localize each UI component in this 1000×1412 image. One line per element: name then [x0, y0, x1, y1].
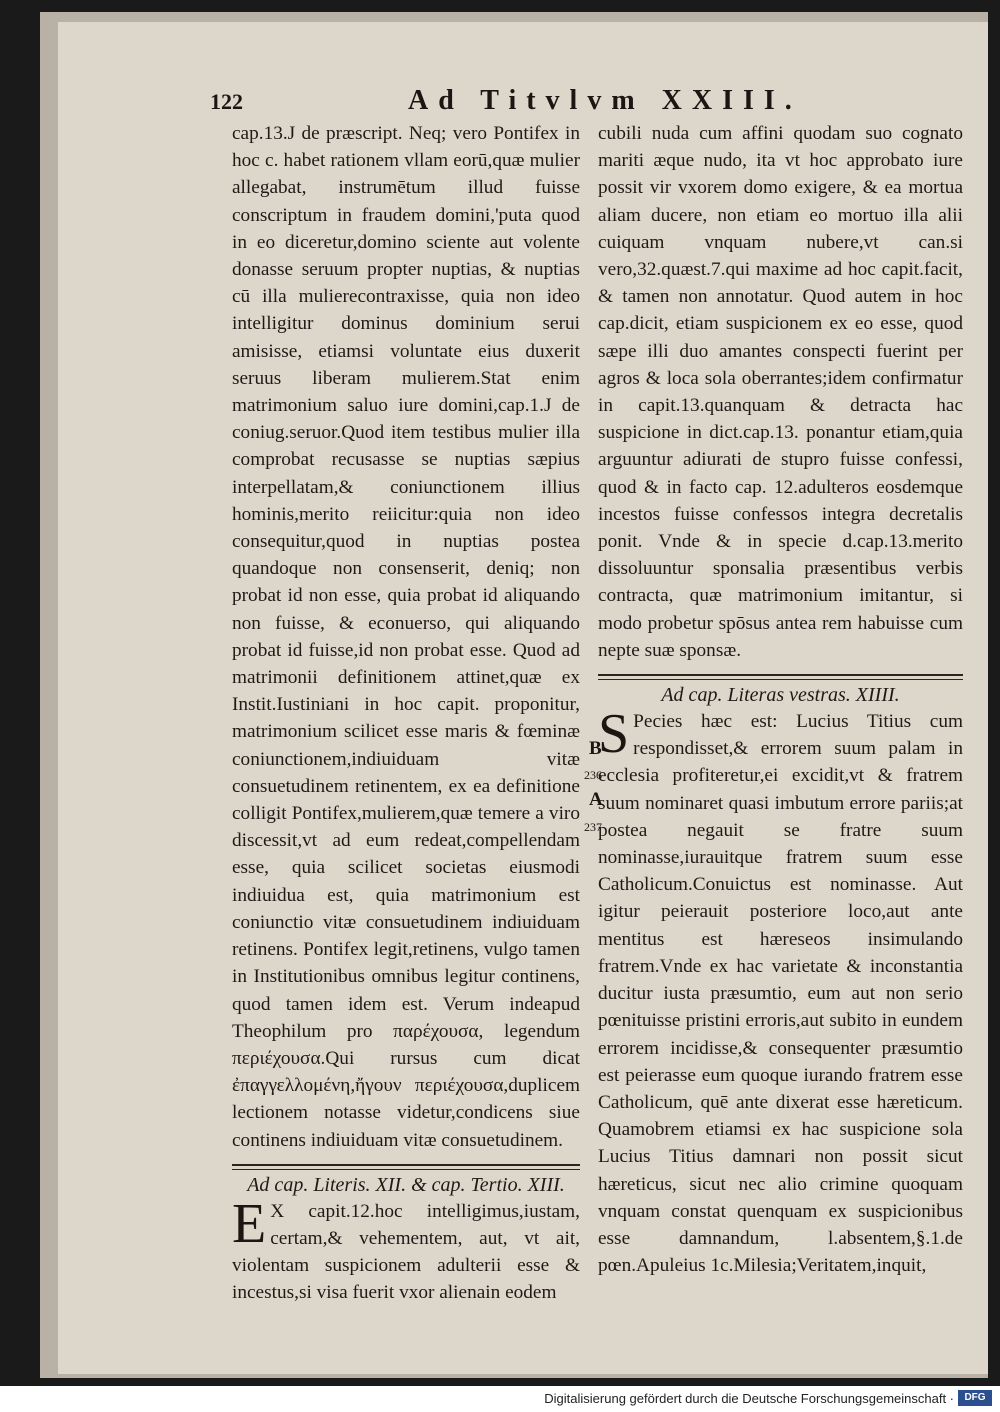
running-head: Ad Titvlvm XXIII. [408, 85, 802, 116]
margin-number-236: 236 [584, 768, 602, 782]
footer-bar [0, 1386, 1000, 1412]
page-header [0, 85, 1000, 119]
right-paragraph-2-text: Pecies hæc est: Lucius Titius cum respondisset,& errorem suum palam in ecclesia profiteretur,ei excidit,vt & fratrem suum nominaret quasi imbutum errore pariis;at postea negauit se fratre suum nominasse,iurauitque fratrem suum esse Catholicum.Conuictus est nominasse. Aut igitur peierauit posteriore loco,aut ante mentitus est hæreseos insimulando fratrem.Vnde ex hac varietate & inconstantia ducitur iusta præsumtio, eum aut non serio pœnituisse pristini erroris,aut subito in eundem errorem incidisse,& consequenter præsumtio est peierasse eum quoque iurando fratrem esse Catholicum, quē ante dixerat esse hæreticum. Quamobrem etiamsi ex hac suspicione sola Lucius Titius damnari non possit sicut hæreticus, sicut nec alio crimine quoquam vnquam constat quenquam ex suspicionibus esse damnandum, l.absentem,§.1.de pœn.Apuleius 1c.Milesia;Veritatem,inquit, [598, 711, 963, 1277]
drop-cap: E [232, 1192, 267, 1255]
funding-credit: Digitalisierung gefördert durch die Deutsche Forschungsgemeinschaft · [544, 1391, 954, 1406]
right-paragraph-2 [598, 703, 963, 1279]
left-paragraph-2 [232, 1192, 580, 1307]
left-paragraph-2-text: X capit.12.hoc intelligimus,iustam, certam,& vehementem, aut, vt ait, violentam suspicionem adulterii esse & incestus,si visa fuerit vxor alienain eodem [232, 1200, 580, 1304]
right-paragraph-1: cubili nuda cum affini quodam suo cognato mariti æque nudo, ita vt hoc approbato iure possit vir vxorem domo exigere, & ea mortua aliam ducere, non etiam eo mortuo illa alii cuiquam vnquam nubere,vt can.si vero,32.quæst.7.qui maxime ad hoc capit.facit, & tamen non annotatur. Quod autem in hoc cap.dicit, etiam suspicionem ex eo esse, quod sæpe illi duo amantes conspecti fuerint per agros & loca sola oberrantes;idem confirmatur in capit.13.quanquam & detracta hac suspicione in dict.cap.13. ponantur etiam,quia arguuntur adiurati de stupro fuisse confessi, quod & in facto cap. 12.adulteros eosdemque incestos fuisse confessos integra decretalis ponit. Vnde & in specie d.cap.13.merito dissoluuntur sponsalia præsentibus verbis contracta, quæ matrimonium imitantur, si modo probetur spōsus antea rem habuisse cum nepte suæ sponsæ. [598, 123, 963, 661]
section-rule [598, 674, 963, 676]
margin-number-237: 237 [584, 820, 602, 834]
right-column [598, 120, 963, 1279]
section-heading-right: Ad cap. Literas vestras. XIIII. [661, 684, 900, 707]
margin-letter-b: B [589, 738, 602, 759]
drop-cap: S [598, 703, 630, 766]
left-paragraph-1: cap.13.J de præscript. Neq; vero Pontifex in hoc c. habet rationem vllam eorū,quæ mulier allegabat, instrumētum illud fuisse conscriptum in fraudem domini,'puta quod in eo diceretur,domino sciente aut volente donasse seruum propter nuptias, & nuptias cū illa mulierecontraxisse, quia non ideo intelligitur dominus dominium serui amisisse, etiamsi voluntate eius duxerit seruus liberam mulierem.Stat enim matrimonium saluo iure domini,cap.1.J de coniug.seruor.Quod item testibus mulier illa comprobat recusasse se nuptias sæpius interpellatam,& coniunctionem illius hominis,merito reiicitur:quia non ideo consequitur,quod in nuptias postea quandoque non consenserit, deniq; non probat id non esse, quia probat id aliquando non fuisse, & econuerso, qui aliquando probat id fuisse,id non probat esse. Quod ad matrimonii definitionem attinet,quæ ex Instit.Iustiniani in hoc capit. proponitur, matrimonium scilicet esse maris & fœminæ coniunctionem,indiuiduam vitæ consuetudinem retinentem, ex ea definitione colligit Pontifex,mulierem,quæ temere a viro discessit,vt ad eum redeat,compellendam esse, quia scilicet societas eiusmodi indiuidua est, quia matrimonium est coniunctio vitæ consuetudinem indiuiduam retinens. Pontifex legit,retinens, vulgo tamen in Institutionibus omnibus legitur continens, quod tamen idem est. Verum indeapud Theophilum pro παρέχουσα, legendum περιέχουσα.Qui rursus cum dicat ἐπαγγελλομένη,ἤγουν περιέχουσα,duplicem lectionem notasse videtur,condicens siue continens indiuiduam vitæ consuetudinem. [232, 123, 580, 1151]
section-rule [232, 1164, 580, 1166]
dfg-logo-icon: DFG [958, 1390, 992, 1406]
section-heading-left: Ad cap. Literis. XII. & cap. Tertio. XIII. [247, 1173, 565, 1196]
left-column [232, 120, 580, 1307]
margin-letter-a: A [589, 789, 603, 810]
page-number: 122 [210, 89, 243, 114]
